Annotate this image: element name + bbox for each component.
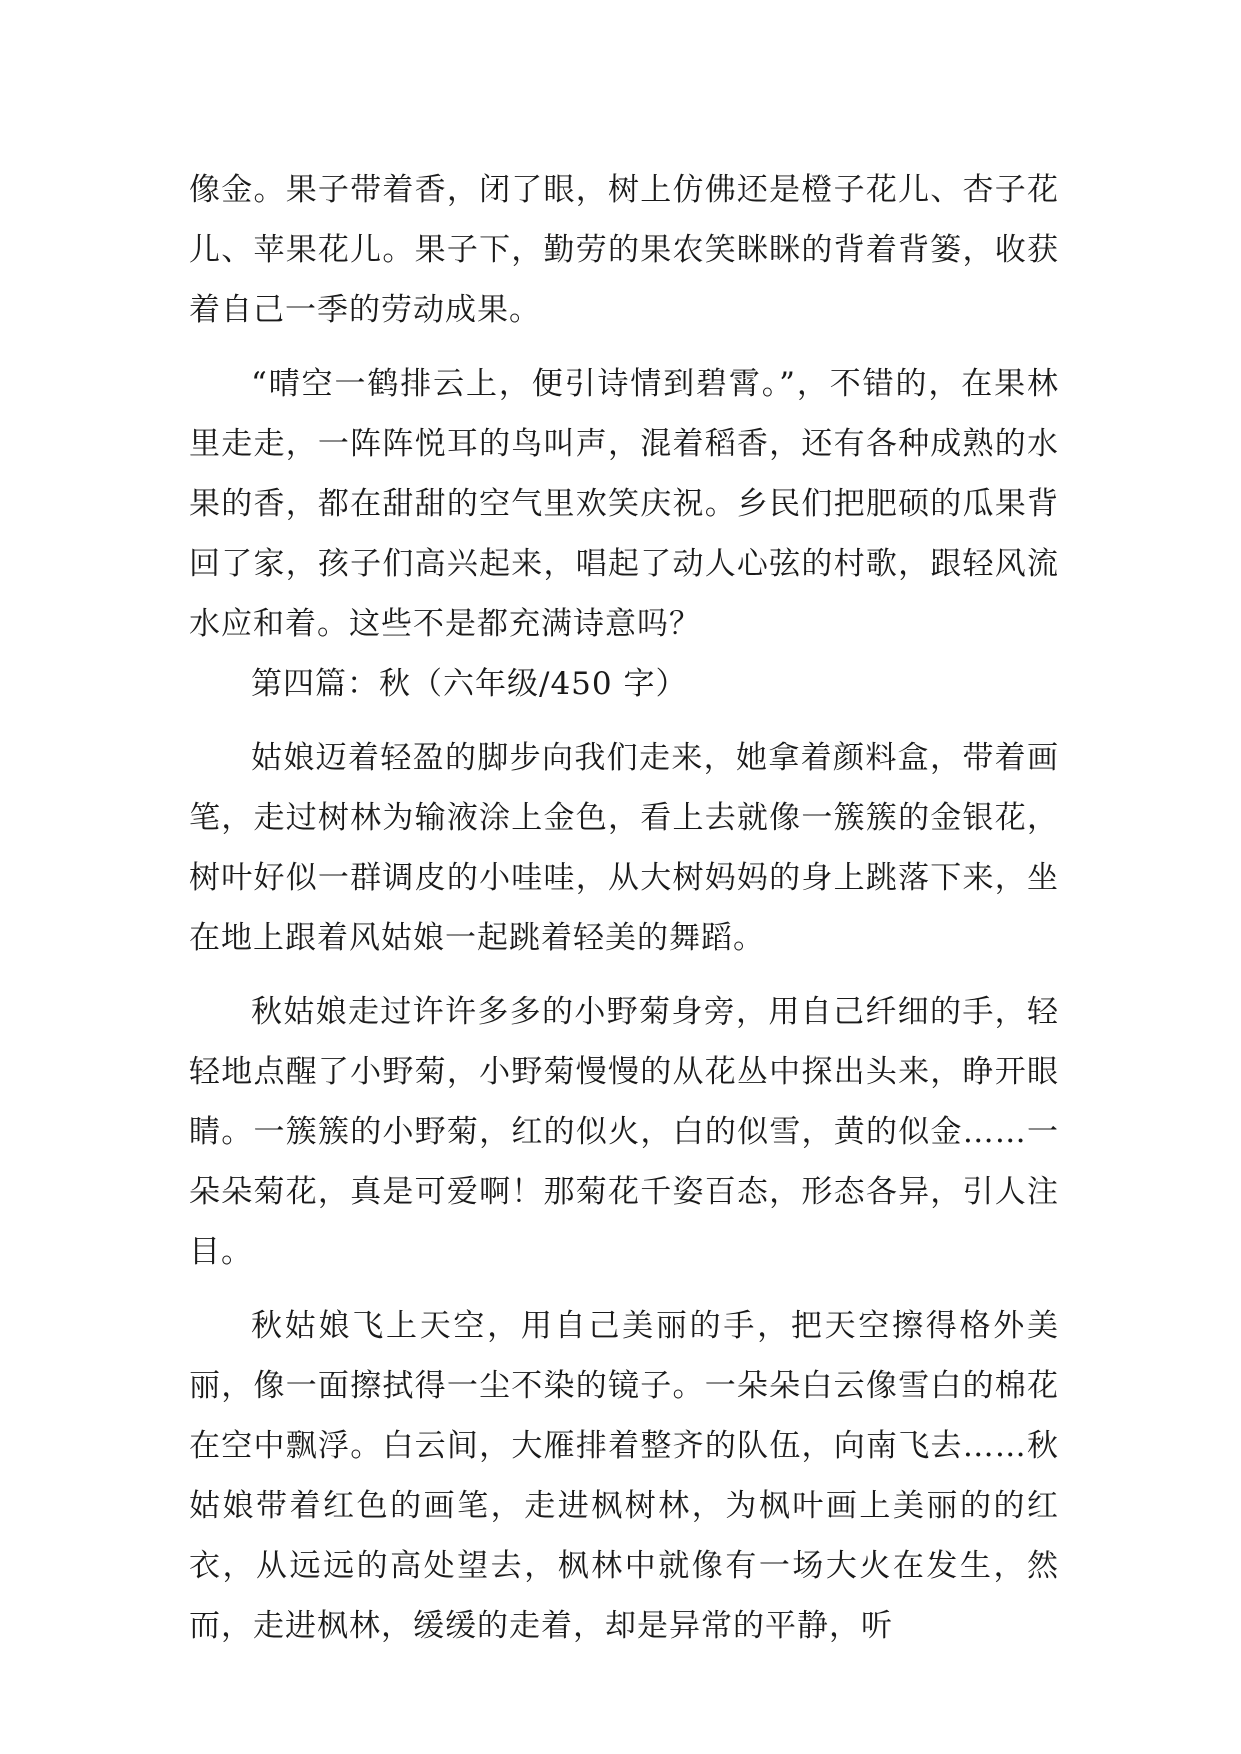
- section-paragraph-3: 秋姑娘飞上天空，用自己美丽的手，把天空擦得格外美丽，像一面擦拭得一尘不染的镜子。一朵朵白云像雪白的棉花在空中飘浮。白云间，大雁排着整齐的队伍，向南飞去……秋姑娘带着红色的画笔，走进枫树林，为枫叶画上美丽的的红衣，从远远的高处望去，枫林中就像有一场大火在发生，然而，走进枫林，缓缓的走着，却是异常的平静，听: [189, 1308, 1059, 1644]
- section-heading: 第四篇：秋（六年级/450 字）: [251, 666, 688, 702]
- section-paragraph-2: 秋姑娘走过许许多多的小野菊身旁，用自己纤细的手，轻轻地点醒了小野菊，小野菊慢慢的从花丛中探出头来，睁开眼睛。一簇簇的小野菊，红的似火，白的似雪，黄的似金……一朵朵菊花，真是可爱啊！那菊花千姿百态，形态各异，引人注目。: [189, 994, 1059, 1270]
- document-body: [189, 160, 1059, 1656]
- paragraph-poem-quote: “晴空一鹤排云上，便引诗情到碧霄。”，不错的，在果林里走走，一阵阵悦耳的鸟叫声，混着稻香，还有各种成熟的水果的香，都在甜甜的空气里欢笑庆祝。乡民们把肥硕的瓜果背回了家，孩子们高兴起来，唱起了动人心弦的村歌，跟轻风流水应和着。这些不是都充满诗意吗？: [189, 366, 1059, 642]
- section-paragraph-1: 姑娘迈着轻盈的脚步向我们走来，她拿着颜料盒，带着画笔，走过树林为输液涂上金色，看上去就像一簇簇的金银花，树叶好似一群调皮的小哇哇，从大树妈妈的身上跳落下来，坐在地上跟着风姑娘一起跳着轻美的舞蹈。: [189, 740, 1059, 956]
- paragraph-continued: 像金。果子带着香，闭了眼，树上仿佛还是橙子花儿、杏子花儿、苹果花儿。果子下，勤劳的果农笑眯眯的背着背篓，收获着自己一季的劳动成果。: [189, 172, 1059, 328]
